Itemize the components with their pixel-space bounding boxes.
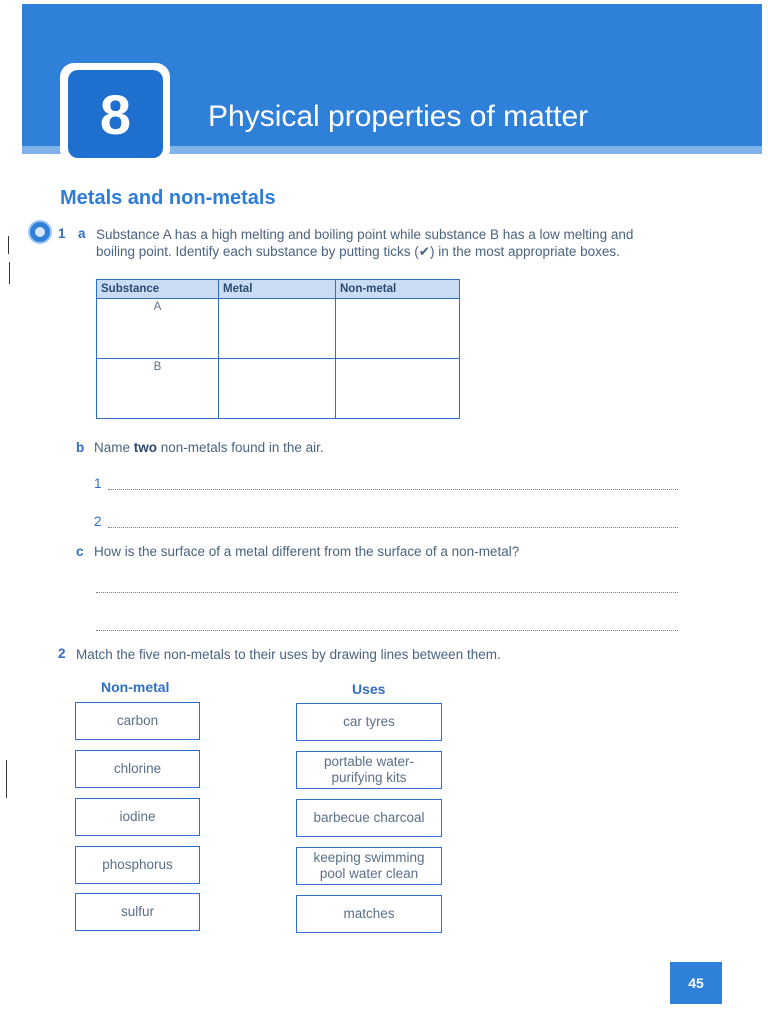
use-box-charcoal[interactable] — [296, 799, 442, 837]
part-letter: c — [76, 544, 84, 559]
answer-line-number: 1 — [94, 476, 102, 491]
table-row — [97, 359, 460, 419]
margin-mark — [6, 760, 7, 798]
question-text: Substance A has a high melting and boiling point while substance B has a low melting and — [96, 227, 634, 242]
question-number: 2 — [58, 646, 66, 661]
section-title: Metals and non-metals — [60, 187, 276, 209]
part-letter: b — [76, 440, 85, 455]
non-metal-box-phosphorus[interactable]: phosphorus — [75, 846, 200, 884]
question-badge-icon — [28, 220, 52, 244]
non-metal-box-carbon[interactable]: carbon — [75, 702, 200, 740]
table-header: Substance — [97, 280, 219, 299]
use-label: car tyres — [343, 714, 395, 729]
answer-line[interactable] — [96, 630, 678, 631]
nonmetal-tick-cell[interactable] — [336, 359, 460, 419]
page-number: 45 — [670, 962, 722, 1004]
question-number: 1 — [58, 226, 66, 241]
table-row — [97, 299, 460, 359]
substance-cell: B — [97, 359, 219, 419]
use-box-car-tyres[interactable] — [296, 703, 442, 741]
question-text: Match the five non-metals to their uses by drawing lines between them. — [76, 647, 501, 662]
substance-cell: A — [97, 299, 219, 359]
metal-tick-cell[interactable] — [219, 299, 336, 359]
use-box-matches[interactable] — [296, 895, 442, 933]
use-box-water-purifying[interactable] — [296, 751, 442, 789]
margin-mark — [8, 236, 9, 254]
margin-mark — [9, 262, 10, 284]
use-label: portable water- — [323, 754, 415, 769]
non-metal-box-chlorine[interactable]: chlorine — [75, 750, 200, 788]
non-metal-box-sulfur[interactable]: sulfur — [75, 893, 200, 931]
table-header: Non-metal — [336, 280, 460, 299]
use-label: pool water clean — [319, 866, 419, 881]
answer-line-number: 2 — [94, 514, 102, 529]
part-letter: a — [78, 226, 86, 241]
question-text: Name two non-metals found in the air. — [94, 440, 324, 455]
use-label: matches — [343, 906, 395, 921]
question-text: How is the surface of a metal different from the surface of a non-metal? — [94, 544, 520, 559]
metal-tick-cell[interactable] — [219, 359, 336, 419]
answer-line[interactable] — [108, 527, 678, 528]
nonmetal-tick-cell[interactable] — [336, 299, 460, 359]
answer-line[interactable] — [108, 489, 678, 490]
answer-line[interactable] — [96, 592, 678, 593]
use-box-swimming-pool[interactable] — [296, 847, 442, 885]
use-label: keeping swimming — [313, 850, 425, 865]
chapter-title: Physical properties of matter — [208, 100, 589, 133]
use-label: barbecue charcoal — [313, 810, 425, 825]
non-metal-column-header: Non-metal — [101, 679, 170, 695]
uses-column-header: Uses — [352, 681, 386, 697]
chapter-number: 8 — [68, 70, 163, 158]
use-label: purifying kits — [331, 770, 407, 785]
substance-table — [96, 279, 460, 419]
non-metal-box-iodine[interactable]: iodine — [75, 798, 200, 836]
question-text: boiling point. Identify each substance by putting ticks (✔) in the most appropriate boxes. — [96, 244, 620, 259]
table-header: Metal — [219, 280, 336, 299]
